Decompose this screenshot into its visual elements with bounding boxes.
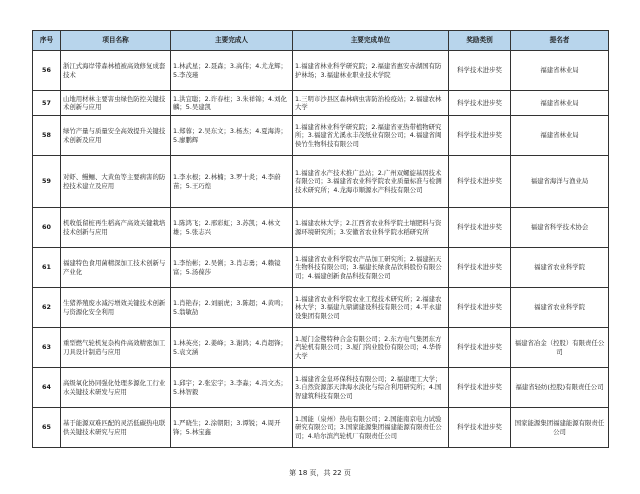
main-units: 1.三明市沙县区森林病虫害防治检疫站；2.福建农林大学 [293,91,449,116]
project-name: 绿竹产量与质量安全高效提升关键技术创新及应用 [61,116,171,156]
main-people: 1.洪宜聪；2.许春柱；3.朱祥锦；4.刘化麟；5.吴建凯 [171,91,293,116]
nominator: 国家能源集团福建能源有限责任公司 [511,408,609,448]
row-seq: 59 [33,156,61,208]
nominator: 福建省海洋与渔业局 [511,156,609,208]
table-row [33,91,609,116]
nominator: 福建省林业局 [511,116,609,156]
project-name: 浙江式海岸带森林植被高效修复成套技术 [61,51,171,91]
main-people: 1.邱宇；2.张宏宇；3.李淼；4.冯文杰；5.林智毅 [171,368,293,408]
table-row [33,328,609,368]
table-row [33,51,609,91]
table-row [33,288,609,328]
header-people: 主要完成人 [171,31,293,51]
row-seq: 58 [33,116,61,156]
header-name: 项目名称 [61,31,171,51]
nominator: 福建省林业局 [511,91,609,116]
header-seq: 序号 [33,31,61,51]
project-name: 生猪养殖废水减污增效关键技术创新与资源化安全利用 [61,288,171,328]
main-units: 1.福建省水产技术推广总站；2.广州双螺旋基因技术有限公司；3.福建省农业科学院农业质量标准与检测技术研究所；4.龙海市顺源水产科技有限公司 [293,156,449,208]
table-row [33,248,609,288]
row-seq: 57 [33,91,61,116]
award-type: 科学技术进步奖 [449,208,511,248]
main-units: 1.国能（泉州）热电有限公司；2.国能南京电力试验研究有限公司；3.国家能源集团福建能源有限责任公司；4.哈尔滨汽轮机厂有限责任公司 [293,408,449,448]
table-header-row [33,31,609,51]
row-seq: 64 [33,368,61,408]
row-seq: 61 [33,248,61,288]
table-row [33,156,609,208]
main-people: 1.严晓生；2.涂朝阳；3.谭锐；4.周开锋；5.林宝鑫 [171,408,293,448]
project-name: 基于能源双难匹配的灵活低碳热电联供关键技术研究与应用 [61,408,171,448]
main-units: 1.福建省林业科学研究院；2.福建省惠安赤湖国有防护林场；3.福建林业职业技术学院 [293,51,449,91]
project-name: 福建特色食用菌精深加工技术创新与产业化 [61,248,171,288]
main-units: 1.福建省林业科学研究院；2.福建省亚热带植物研究所；3.福建省尤溪永丰茂纸业有限公司；4.福建省闽侯竹生物科技有限公司 [293,116,449,156]
main-people: 1.郑蓉；2.吴东文；3.杨杰；4.夏海涛；5.廖鹏辉 [171,116,293,156]
project-name: 重型燃气轮机复杂构件高效精密加工刀具设计制造与应用 [61,328,171,368]
row-seq: 56 [33,51,61,91]
table-body [33,51,609,448]
main-people: 1.林英亮；2.姜峰；3.谢鸿；4.肖超锋；5.袁文涵 [171,328,293,368]
header-units: 主要完成单位 [293,31,449,51]
row-seq: 65 [33,408,61,448]
table-row [33,208,609,248]
project-name: 机收低留桩再生稻高产高效关键栽培技术创新与应用 [61,208,171,248]
nominator: 福建省冶金（控股）有限责任公司 [511,328,609,368]
main-units: 1.福建省金皇环保科技有限公司；2.福建理工大学；3.自然资源部天津海水淡化与综合利用研究所；4.国智建筑科技有限公司 [293,368,449,408]
main-units: 1.福建省农业科学院农业工程技术研究所；2.福建农林大学；3.福建九鼎湖建设科技有限公司；4.平永建设集团有限公司 [293,288,449,328]
main-people: 1.李怡彬；2.吴俐；3.肖志勇；4.赖镜富；5.汤葆莎 [171,248,293,288]
row-seq: 60 [33,208,61,248]
main-people: 1.肖艳春；2.刘丽虎；3.陈超；4.黄鸣；5.翁敏劼 [171,288,293,328]
award-type: 科学技术进步奖 [449,288,511,328]
project-name: 高级氧化协同强化处理多源化工行业水关键技术研发与应用 [61,368,171,408]
award-type: 科学技术进步奖 [449,408,511,448]
main-people: 1.李水根；2.林楠；3.罗十炎；4.李蔚苗；5.王巧煌 [171,156,293,208]
awards-table [32,30,609,448]
table-row [33,408,609,448]
main-people: 1.林武星；2.聂森；3.高伟；4.尤龙辉；5.李茂瑾 [171,51,293,91]
row-seq: 62 [33,288,61,328]
main-units: 1.厦门金鹭特种合金有限公司；2.东方电气集团东方汽轮机有限公司；3.厦门钨业股份有限公司；4.华侨大学 [293,328,449,368]
award-type: 科学技术进步奖 [449,328,511,368]
nominator: 福建省农业科学院 [511,248,609,288]
table-row [33,368,609,408]
nominator: 福建省轻纺(控股)有限责任公司 [511,368,609,408]
award-type: 科学技术进步奖 [449,91,511,116]
project-name: 山地用材林主要害虫绿色防控关键技术创新与应用 [61,91,171,116]
main-units: 1.福建省农业科学院农产品加工研究所；2.福建拓天生物科技有限公司；3.福建长绿食品饮料股份有限公司；4.福建创新食品科技有限公司 [293,248,449,288]
award-type: 科学技术进步奖 [449,156,511,208]
award-type: 科学技术进步奖 [449,51,511,91]
table-row [33,116,609,156]
main-units: 1.福建农林大学；2.江西省农业科学院土壤肥料与资源环境研究所；3.安徽省农业科学院水稻研究所 [293,208,449,248]
nominator: 福建省农业科学院 [511,288,609,328]
header-type: 奖励类别 [449,31,511,51]
row-seq: 63 [33,328,61,368]
award-type: 科学技术进步奖 [449,368,511,408]
header-nominator: 提名者 [511,31,609,51]
nominator: 福建省林业局 [511,51,609,91]
main-people: 1.陈鸿飞；2.邢彩虹；3.苏凯；4.林文雄；5.张志兴 [171,208,293,248]
award-type: 科学技术进步奖 [449,116,511,156]
nominator: 福建省科学技术协会 [511,208,609,248]
project-name: 对虾、鳗鲡、大黄鱼等主要病害的防控技术建立及应用 [61,156,171,208]
award-type: 科学技术进步奖 [449,248,511,288]
page-footer: 第 18 页，共 22 页 [289,469,351,477]
